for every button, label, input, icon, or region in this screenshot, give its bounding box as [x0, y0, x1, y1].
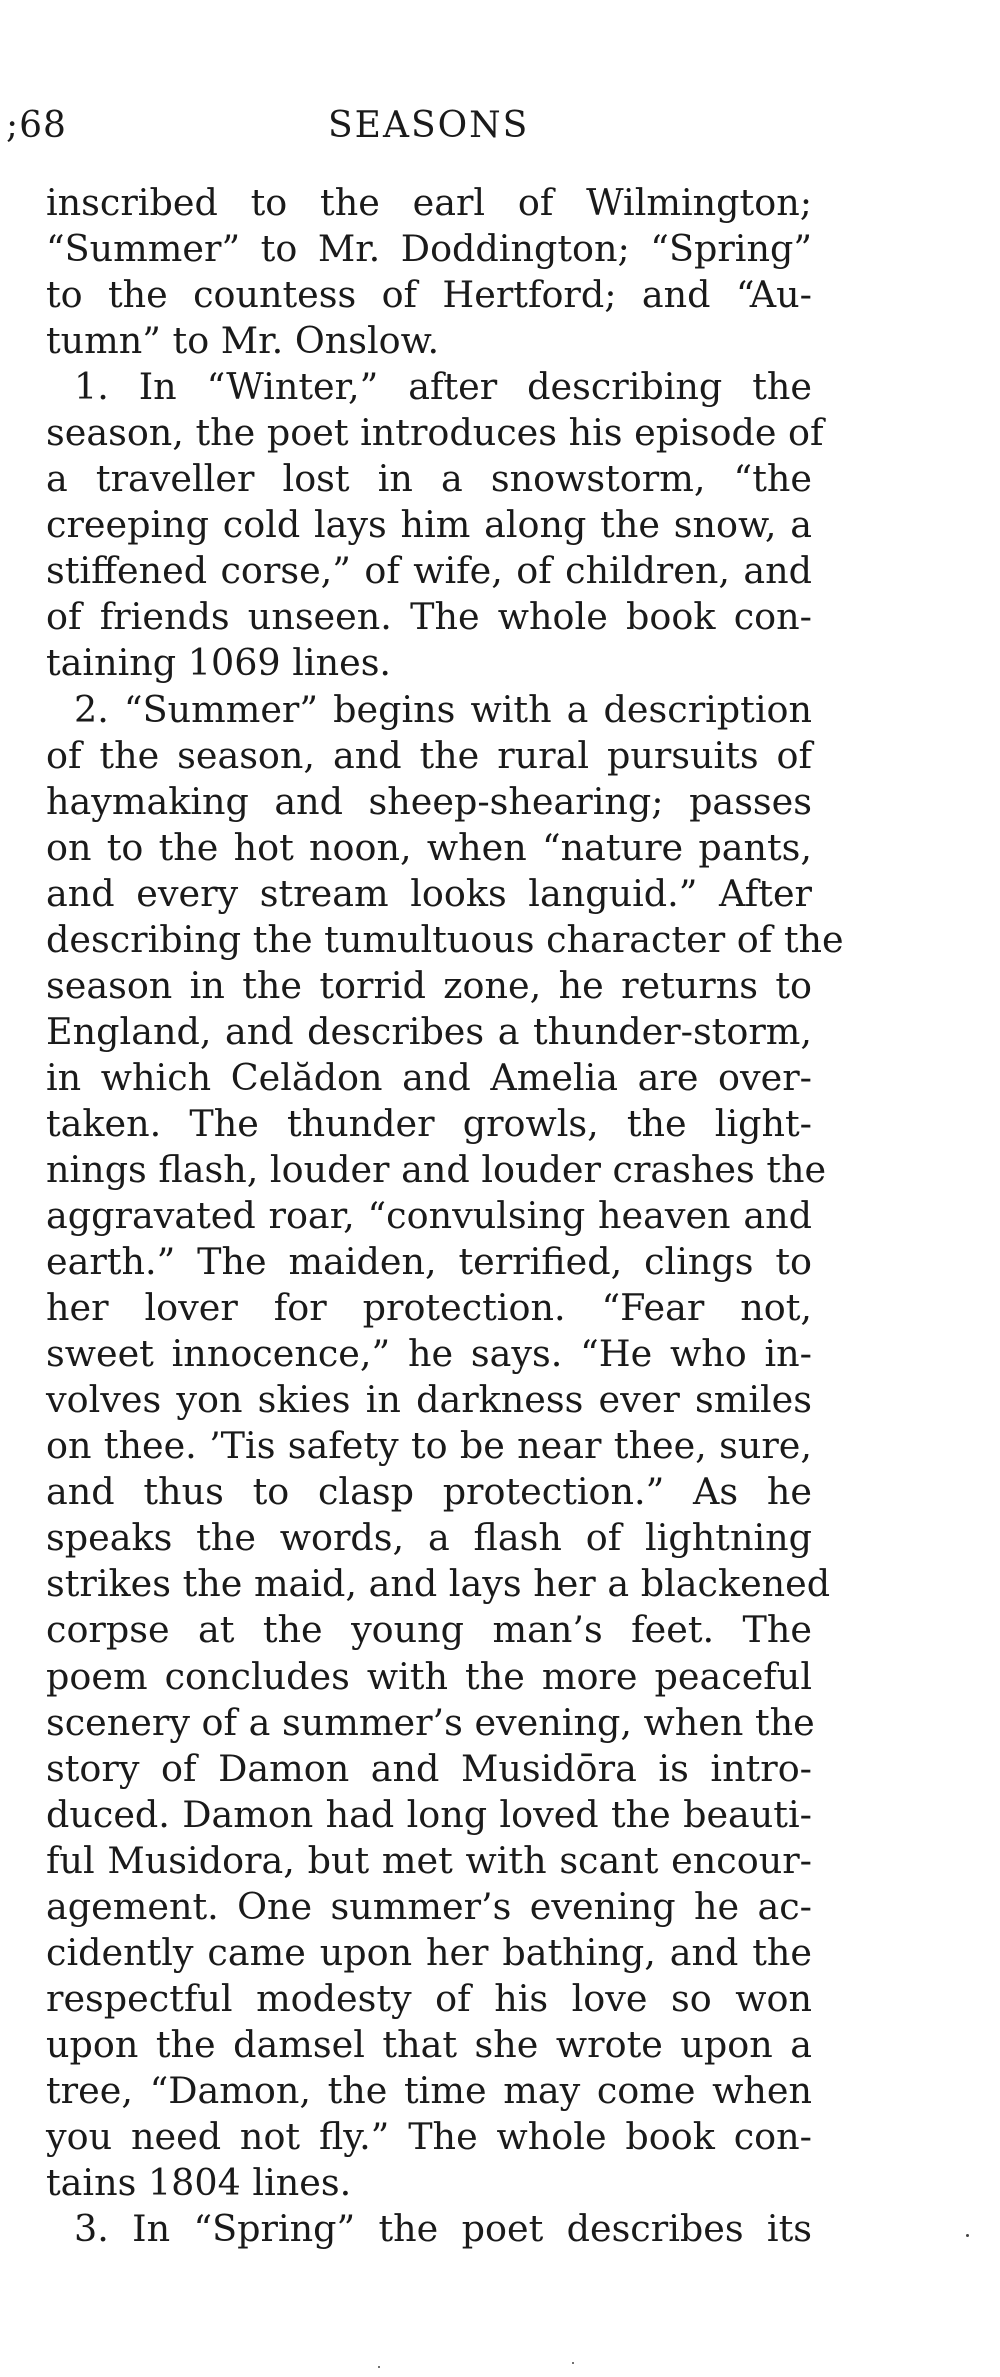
text-line: scenery of a summer’s evening, when the	[46, 1700, 815, 1744]
text-line: “Summer” to Mr. Doddington; “Spring”	[46, 227, 812, 271]
text-line: and every stream looks languid.” After	[46, 871, 812, 915]
print-speck	[966, 2234, 969, 2237]
text-line: to the countess of Hertford; and “Au-	[46, 273, 812, 317]
text-line: and thus to clasp protection.” As he	[46, 1470, 812, 1514]
text-line: volves yon skies in darkness ever smiles	[46, 1378, 812, 1422]
text-line: on thee. ’Tis safety to be near thee, sure,	[46, 1424, 812, 1468]
text-line: inscribed to the earl of Wilmington;	[46, 181, 812, 224]
text-line: tumn” to Mr. Onslow.	[46, 319, 440, 363]
text-line: poem concludes with the more peaceful	[46, 1654, 812, 1698]
text-line: earth.” The maiden, terrified, clings to	[46, 1240, 812, 1284]
text-line: of the season, and the rural pursuits of	[46, 733, 812, 777]
text-line: on to the hot noon, when “nature pants,	[46, 825, 812, 869]
text-line: her lover for protection. “Fear not,	[46, 1286, 812, 1330]
print-speck	[378, 2366, 380, 2368]
text-line: strikes the maid, and lays her a blackened	[46, 1562, 831, 1606]
text-line: ful Musidora, but met with scant encour-	[46, 1838, 812, 1882]
text-line: respectful modesty of his love so won	[46, 1976, 812, 2020]
text-line: season, the poet introduces his episode of	[46, 411, 824, 455]
text-line: tains 1804 lines.	[46, 2161, 352, 2205]
text-line: 2. “Summer” begins with a description	[74, 687, 812, 731]
text-line: upon the damsel that she wrote upon a	[46, 2022, 812, 2066]
text-line: taining 1069 lines.	[46, 641, 392, 685]
text-line: a traveller lost in a snowstorm, “the	[46, 457, 812, 501]
text-line: 3. In “Spring” the poet describes its	[74, 2207, 812, 2251]
text-line: corpse at the young man’s feet. The	[46, 1608, 812, 1652]
text-line: story of Damon and Musidōra is intro-	[46, 1746, 812, 1790]
text-line: cidently came upon her bathing, and the	[46, 1930, 812, 1974]
text-line: you need not fly.” The whole book con-	[46, 2114, 812, 2158]
text-line: England, and describes a thunder-storm,	[46, 1009, 812, 1053]
text-line: agement. One summer’s evening he ac-	[46, 1884, 812, 1928]
text-line: aggravated roar, “convulsing heaven and	[46, 1194, 812, 1238]
text-line: tree, “Damon, the time may come when	[46, 2068, 812, 2112]
text-line: of friends unseen. The whole book con-	[46, 595, 812, 639]
text-line: haymaking and sheep-shearing; passes	[46, 779, 812, 823]
text-line: describing the tumultuous character of the	[46, 917, 844, 961]
page-header	[0, 98, 1000, 154]
text-line: in which Celădon and Amelia are over-	[46, 1055, 812, 1099]
text-line: taken. The thunder growls, the light-	[46, 1101, 812, 1145]
text-line: speaks the words, a flash of lightning	[46, 1516, 812, 1560]
text-line: sweet innocence,” he says. “He who in-	[46, 1332, 812, 1376]
text-line: season in the torrid zone, he returns to	[46, 963, 812, 1007]
text-line: 1. In “Winter,” after describing the	[74, 365, 812, 409]
text-line: duced. Damon had long loved the beauti-	[46, 1792, 812, 1836]
text-line: stiffened corse,” of wife, of children, and	[46, 549, 812, 593]
print-speck	[572, 2362, 574, 2364]
page-number: ;68	[6, 105, 67, 146]
running-title: SEASONS	[328, 105, 530, 146]
body-text	[46, 180, 844, 2252]
text-line: nings flash, louder and louder crashes the	[46, 1147, 827, 1191]
text-line: creeping cold lays him along the snow, a	[46, 503, 812, 547]
